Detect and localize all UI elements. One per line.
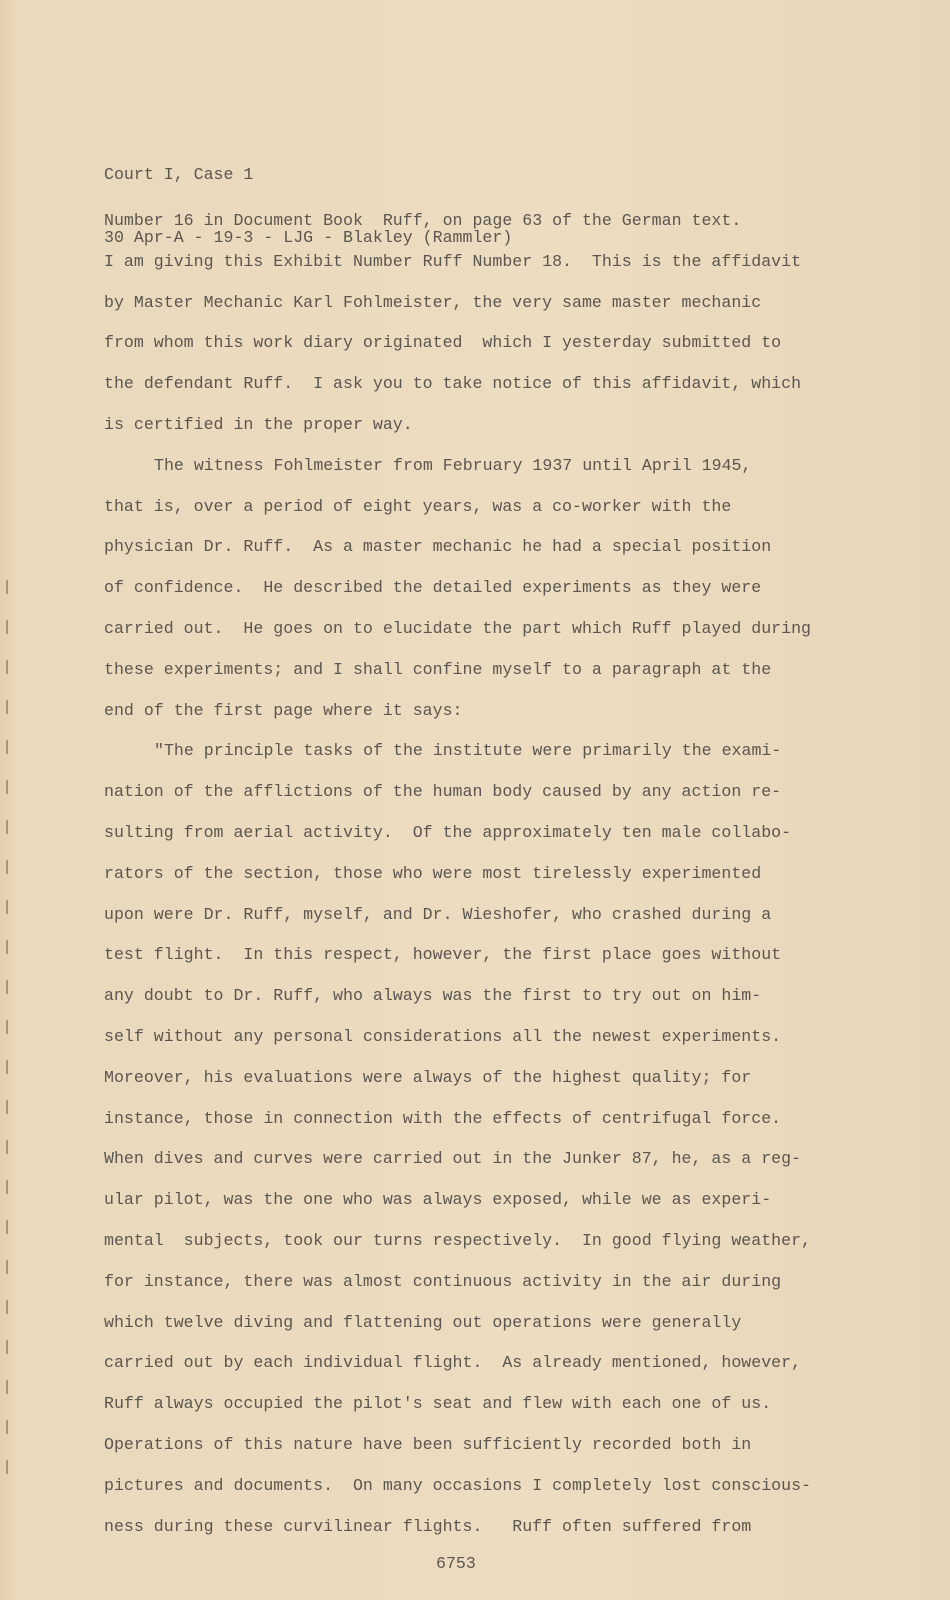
transcript-body xyxy=(104,201,811,1547)
text-line: nation of the afflictions of the human body caused by any action re- xyxy=(104,782,782,802)
text-line: any doubt to Dr. Ruff, who always was the first to try out on him- xyxy=(104,986,762,1006)
court-case-label: Court I, Case 1 xyxy=(104,165,254,184)
text-line: ular pilot, was the one who was always exposed, while we as experi- xyxy=(104,1190,772,1210)
text-line: The witness Fohlmeister from February 1937 until April 1945, xyxy=(154,455,752,475)
text-line: these experiments; and I shall confine myself to a paragraph at the xyxy=(104,659,772,679)
text-line: mental subjects, took our turns respectively. In good flying weather, xyxy=(104,1230,812,1250)
text-line: of confidence. He described the detailed experiments as they were xyxy=(104,578,762,598)
text-line: "The principle tasks of the institute were primarily the exami- xyxy=(154,741,782,761)
text-line: is certified in the proper way. xyxy=(104,414,413,434)
page-number: 6753 xyxy=(436,1554,476,1573)
text-line: physician Dr. Ruff. As a master mechanic he had a special position xyxy=(104,537,772,557)
text-line: pictures and documents. On many occasions I completely lost conscious- xyxy=(104,1475,812,1495)
text-line: which twelve diving and flattening out operations were generally xyxy=(104,1312,742,1332)
text-line: Ruff always occupied the pilot's seat and flew with each one of us. xyxy=(104,1394,772,1414)
text-line: sulting from aerial activity. Of the approximately ten male collabo- xyxy=(104,822,792,842)
text-line: I am giving this Exhibit Number Ruff Number 18. This is the affidavit xyxy=(104,251,802,271)
text-line: Number 16 in Document Book Ruff, on page 63 of the German text. xyxy=(104,211,742,230)
text-line: test flight. In this respect, however, the first place goes without xyxy=(104,945,782,965)
text-line: that is, over a period of eight years, was a co-worker with the xyxy=(104,496,732,516)
text-line: Moreover, his evaluations were always of the highest quality; for xyxy=(104,1067,752,1087)
text-line: instance, those in connection with the effects of centrifugal force. xyxy=(104,1108,782,1128)
text-line: rators of the section, those who were most tirelessly experimented xyxy=(104,863,762,883)
text-line: carried out by each individual flight. As already mentioned, however, xyxy=(104,1353,802,1373)
text-line: When dives and curves were carried out in the Junker 87, he, as a reg- xyxy=(104,1149,802,1169)
text-line: self without any personal considerations all the newest experiments. xyxy=(104,1026,782,1046)
text-line: end of the first page where it says: xyxy=(104,700,463,720)
session-label: 30 Apr-A - 19-3 - LJG - Blakley (Rammler) xyxy=(104,228,513,247)
text-line: by Master Mechanic Karl Fohlmeister, the very same master mechanic xyxy=(104,292,762,312)
text-line: Operations of this nature have been sufficiently recorded both in xyxy=(104,1434,752,1454)
text-line: the defendant Ruff. I ask you to take notice of this affidavit, which xyxy=(104,374,802,394)
text-line: ness during these curvilinear flights. Ruff often suffered from xyxy=(104,1516,752,1536)
text-line: upon were Dr. Ruff, myself, and Dr. Wieshofer, who crashed during a xyxy=(104,904,772,924)
text-line: from whom this work diary originated which I yesterday submitted to xyxy=(104,333,782,353)
binding-edge-marks xyxy=(6,580,8,1480)
text-line: carried out. He goes on to elucidate the part which Ruff played during xyxy=(104,618,812,638)
text-line: for instance, there was almost continuous activity in the air during xyxy=(104,1271,782,1291)
